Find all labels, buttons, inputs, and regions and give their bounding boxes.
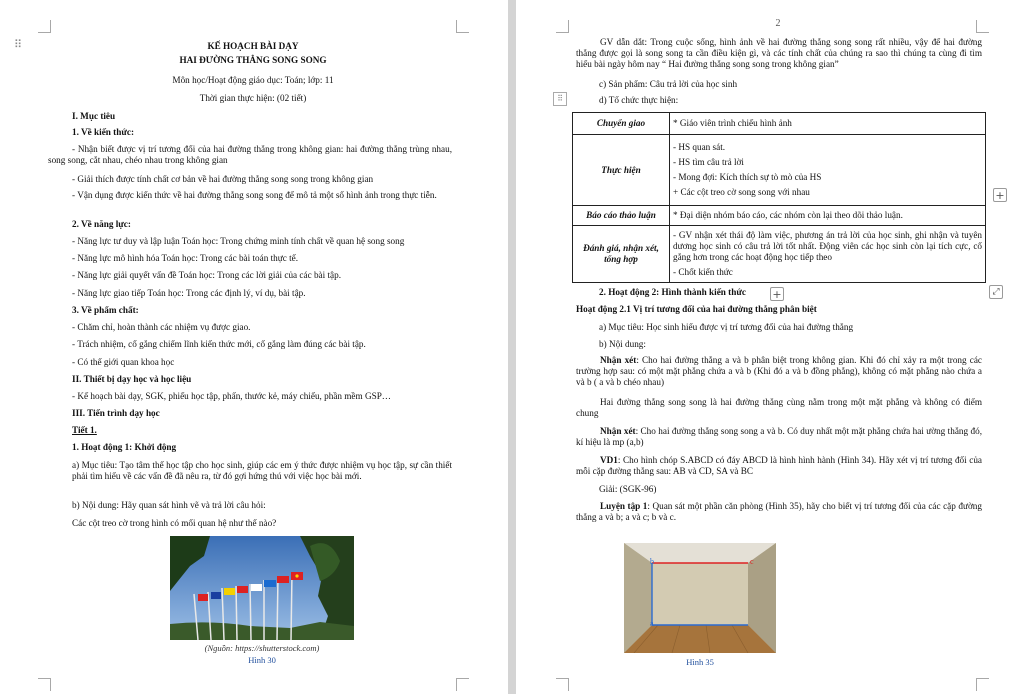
document-page-1 (0, 0, 508, 694)
table-row (573, 226, 986, 283)
heading-equipment: II. Thiết bị dạy học và học liệu (72, 374, 192, 384)
remark-2: Nhận xét: Cho hai đường thẳng song song a và b. Có duy nhất một mặt phẳng chứa hai ường thẳng đó, kí hiệu là mp (a,b) (576, 426, 982, 447)
table-row-head: Báo cáo thảo luận (573, 206, 670, 226)
table-row-head: Đánh giá, nhận xét, tổng hợp (573, 226, 670, 283)
crop-mark (38, 20, 51, 33)
table-resize-handle-icon[interactable]: ⤢ (989, 285, 1003, 299)
crop-mark (38, 678, 51, 691)
equipment-text: - Kế hoạch bài dạy, SGK, phiếu học tập, phấn, thước kẻ, máy chiếu, phần mềm GSP… (72, 391, 391, 401)
competence-item-1: - Năng lực tư duy và lập luận Toán học: Trong chứng minh tính chất về quan hệ song song (72, 236, 405, 246)
time-line: Thời gian thực hiện: (02 tiết) (199, 93, 307, 103)
figure-30-caption: Hình 30 (248, 655, 276, 665)
remark-1: Nhận xét: Cho hai đường thẳng a và b phân biệt trong không gian. Khi đó chỉ xảy ra một trong các trường hợp sau: có một mặt phẳng chứa a và b (Khi đó a và b đồng phẳng), không có mặt phẳng nào chứa a và b ( a và b chéo nhau) (576, 355, 982, 387)
table-cell: * Giáo viên trình chiếu hình ảnh (670, 113, 986, 135)
activity-2-objective: a) Mục tiêu: Học sinh hiểu được vị trí tương đối của hai đường thẳng (599, 322, 854, 332)
quality-item-1: - Chăm chỉ, hoàn thành các nhiệm vụ được giao. (72, 322, 251, 332)
table-cell: * Đại diện nhóm báo cáo, các nhóm còn lại theo dõi thảo luận. (670, 206, 986, 226)
teacher-intro: GV dẫn dắt: Trong cuộc sống, hình ảnh về hai đường thẳng song song rất nhiều, vậy để hai đường thẳng được gọi là song song ta cần điều kiện gì, và các tính chất của chúng ra sao thì chúng ta cùng đi tìm hiểu bài ngày hôm nay “ Hai đường thẳng song song trong không gian” (576, 37, 982, 69)
example-1: VD1: Cho hình chóp S.ABCD có đáy ABCD là hình hình hành (Hình 34). Hãy xét vị trí tương đối của mỗi cặp đường thẳng sau: AB và CD, SA và BC (576, 455, 982, 476)
room-label-b: b (650, 557, 654, 566)
competence-item-3: - Năng lực giải quyết vấn đề Toán học: Trong các lời giải của các bài tập. (72, 270, 341, 280)
room-figure (624, 543, 776, 653)
parallel-definition: Hai đường thẳng song song là hai đường thẳng cùng nằm trong một mặt phẳng và không có điểm chung (576, 397, 982, 418)
knowledge-item-3: - Vận dụng được kiến thức về hai đường thẳng song song để mô tả một số hình ảnh trong thực tiễn. (72, 190, 437, 200)
figure-35-caption: Hình 35 (686, 657, 714, 667)
figure-30-source: (Nguồn: https://shutterstock.com) (204, 643, 320, 653)
crop-mark (976, 20, 989, 33)
heading-qualities: 3. Về phẩm chất: (72, 305, 139, 315)
organize-line: d) Tổ chức thực hiện: (599, 95, 679, 105)
competence-item-4: - Năng lực giao tiếp Toán học: Trong các định lý, ví dụ, bài tập. (72, 288, 306, 298)
lesson-label: Tiết 1. (72, 425, 97, 435)
subject-line: Môn học/Hoạt động giáo dục: Toán; lớp: 11 (172, 75, 334, 85)
add-column-button[interactable]: + (993, 188, 1007, 202)
competence-item-2: - Năng lực mô hình hóa Toán học: Trong các bài toán thực tế. (72, 253, 299, 263)
table-row (573, 206, 986, 226)
product-line: c) Sản phẩm: Câu trả lời của học sinh (599, 79, 738, 89)
heading-activity-2-1: Hoạt động 2.1 Vị trí tương đối của hai đường thẳng phân biệt (576, 304, 817, 314)
quality-item-2: - Trách nhiệm, cố gắng chiếm lĩnh kiến thức mới, cố gắng làm đúng các bài tập. (72, 339, 366, 349)
activity-2-content: b) Nội dung: (599, 339, 646, 349)
page-number: 2 (775, 18, 781, 29)
crop-mark (976, 678, 989, 691)
table-cell: - GV nhận xét thái độ làm việc, phương án trả lời của học sinh, ghi nhận và tuyên dương học sinh có câu trả lời tốt nhất. Động viên các học sinh còn lại tích cực, cố gắng hơn trong các hoạt động học tiếp theo - Chốt kiến thức (670, 226, 986, 283)
room-label-a: a (650, 619, 654, 628)
table-row-head: Thực hiện (573, 135, 670, 206)
heading-knowledge: 1. Về kiến thức: (72, 127, 134, 137)
drag-handle-icon[interactable]: ⠿ (14, 38, 23, 51)
table-row-head: Chuyển giao (573, 113, 670, 135)
knowledge-item-1: - Nhận biết được vị trí tương đối của hai đường thẳng trong không gian: hai đường thẳng trùng nhau, song song, cắt nhau, chéo nhau trong không gian (48, 144, 452, 165)
activity-1-question: Các cột treo cờ trong hình có mối quan hệ như thế nào? (72, 518, 277, 528)
knowledge-item-2: - Giải thích được tính chất cơ bản về hai đường thẳng song song trong không gian (72, 174, 374, 184)
heading-activity-2: 2. Hoạt động 2: Hình thành kiến thức (599, 287, 746, 297)
crop-mark (556, 20, 569, 33)
heading-process: III. Tiến trình dạy học (72, 408, 160, 418)
crop-mark (456, 678, 469, 691)
add-row-button[interactable]: + (770, 287, 784, 301)
crop-mark (556, 678, 569, 691)
quality-item-3: - Có thế giới quan khoa học (72, 357, 175, 367)
page-gap (508, 0, 516, 694)
flagpoles-photo (170, 536, 354, 640)
crop-mark (456, 20, 469, 33)
doc-subtitle: HAI ĐƯỜNG THẲNG SONG SONG (179, 55, 327, 65)
table-move-handle-icon[interactable]: ⠿ (553, 92, 567, 106)
doc-title: KẾ HOẠCH BÀI DẠY (207, 41, 299, 51)
solution-line: Giải: (SGK-96) (599, 484, 657, 494)
table-cell: - HS quan sát. - HS tìm câu trả lời - Mong đợi: Kích thích sự tò mò của HS + Các cột treo cờ song song với nhau (670, 135, 986, 206)
room-label-c: c (750, 557, 754, 566)
activity-1-content: b) Nội dung: Hãy quan sát hình vẽ và trả lời câu hỏi: (72, 500, 266, 510)
activity-table (572, 112, 986, 283)
table-row (573, 135, 986, 206)
table-row (573, 113, 986, 135)
practice-1: Luyện tập 1: Quan sát một phần căn phòng (Hình 35), hãy cho biết vị trí tương đối của các cặp đường thẳng a và b; a và c; b và c. (576, 501, 982, 522)
heading-competence: 2. Về năng lực: (72, 219, 131, 229)
heading-objectives: I. Mục tiêu (72, 111, 116, 121)
heading-activity-1: 1. Hoạt động 1: Khởi động (72, 442, 177, 452)
activity-1-objective: a) Mục tiêu: Tạo tâm thế học tập cho học sinh, giúp các em ý thức được nhiệm vụ học tập, sự cần thiết phải tìm hiểu về các vấn đề đã nêu ra, từ đó gợi hứng thú với việc học bài mới. (72, 460, 452, 481)
